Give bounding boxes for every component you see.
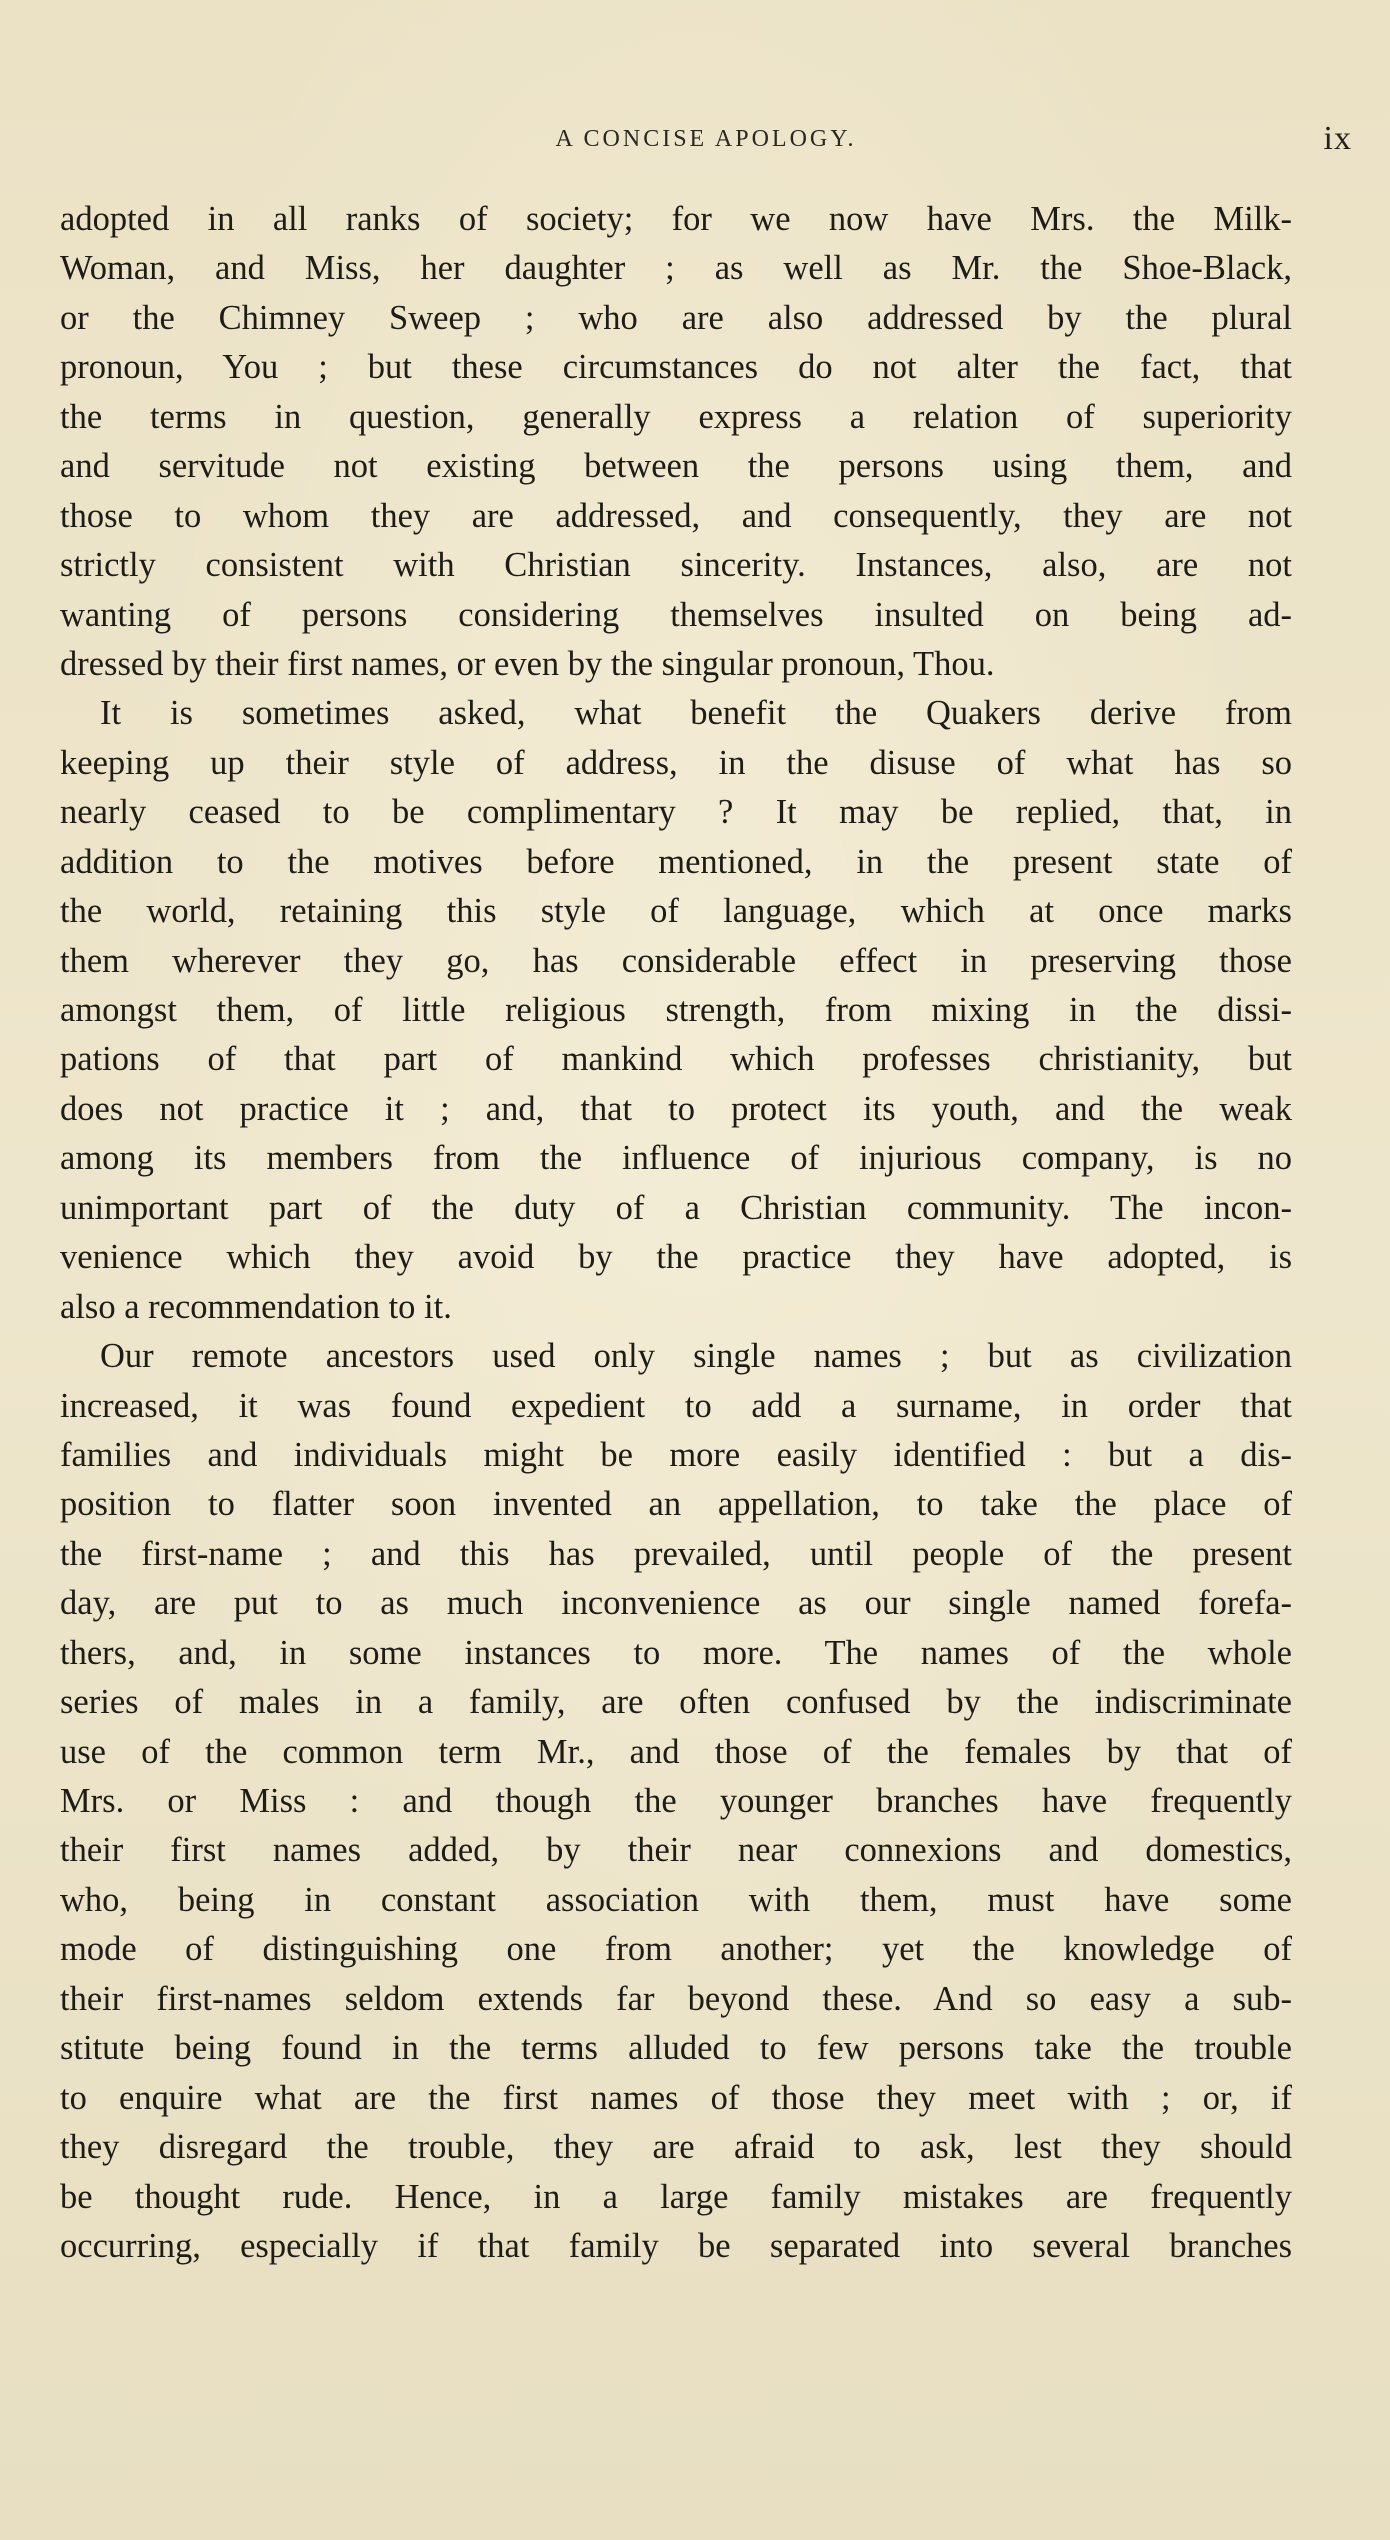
text-line: position to flatter soon invented an appellation, to take the place of bbox=[60, 1485, 1292, 1524]
text-line: among its members from the influence of injurious company, is no bbox=[60, 1139, 1292, 1178]
text-line: thers, and, in some instances to more. The names of the whole bbox=[60, 1633, 1292, 1672]
text-line: addition to the motives before mentioned, in the present state of bbox=[60, 842, 1292, 881]
text-line: them wherever they go, has considerable effect in preserving those bbox=[60, 941, 1292, 980]
text-line: be thought rude. Hence, in a large family mistakes are frequently bbox=[60, 2177, 1292, 2216]
text-line: does not practice it ; and, that to protect its youth, and the weak bbox=[60, 1089, 1292, 1128]
text-line: keeping up their style of address, in the disuse of what has so bbox=[60, 743, 1292, 782]
page-number: ix bbox=[1323, 120, 1352, 157]
text-line: Woman, and Miss, her daughter ; as well as Mr. the Shoe-Black, bbox=[60, 249, 1292, 288]
text-line: families and individuals might be more easily identified : but a dis- bbox=[60, 1435, 1292, 1474]
running-head: A CONCISE APOLOGY. bbox=[555, 126, 857, 152]
text-line: dressed by their first names, or even by the singular pronoun, Thou. bbox=[60, 644, 995, 683]
text-line: mode of distinguishing one from another; yet the knowledge of bbox=[60, 1930, 1292, 1969]
text-line: the first-name ; and this has prevailed, until people of the present bbox=[60, 1534, 1292, 1573]
text-line: use of the common term Mr., and those of the females by that of bbox=[60, 1732, 1292, 1771]
text-line: It is sometimes asked, what benefit the Quakers derive from bbox=[100, 694, 1292, 733]
text-line: the terms in question, generally express a relation of superiority bbox=[60, 397, 1292, 436]
text-line: also a recommendation to it. bbox=[60, 1287, 452, 1326]
text-line: increased, it was found expedient to add a surname, in order that bbox=[60, 1386, 1292, 1425]
text-line: occurring, especially if that family be separated into several branches bbox=[60, 2226, 1292, 2265]
text-line: adopted in all ranks of society; for we now have Mrs. the Milk- bbox=[60, 200, 1292, 238]
text-line: Mrs. or Miss : and though the younger branches have frequently bbox=[60, 1782, 1292, 1820]
text-line: series of males in a family, are often confused by the indiscriminate bbox=[60, 1683, 1292, 1722]
text-line: to enquire what are the first names of those they meet with ; or, if bbox=[60, 2078, 1292, 2117]
text-line: they disregard the trouble, they are afraid to ask, lest they should bbox=[60, 2128, 1292, 2167]
text-line: venience which they avoid by the practice they have adopted, is bbox=[60, 1238, 1292, 1277]
text-line: wanting of persons considering themselves insulted on being ad- bbox=[60, 595, 1292, 634]
text-line: their first-names seldom extends far beyond these. And so easy a sub- bbox=[60, 1979, 1292, 2018]
text-line: or the Chimney Sweep ; who are also addressed by the plural bbox=[60, 298, 1292, 337]
text-line: stitute being found in the terms alluded to few persons take the trouble bbox=[60, 2029, 1292, 2068]
text-line: amongst them, of little religious strength, from mixing in the dissi- bbox=[60, 991, 1292, 1029]
body-text bbox=[60, 195, 1292, 2271]
text-line: day, are put to as much inconvenience as our single named forefa- bbox=[60, 1584, 1292, 1623]
text-line: and servitude not existing between the persons using them, and bbox=[60, 447, 1292, 486]
text-line: strictly consistent with Christian sincerity. Instances, also, are not bbox=[60, 546, 1292, 585]
text-line: unimportant part of the duty of a Christian community. The incon- bbox=[60, 1188, 1292, 1227]
page-header bbox=[60, 120, 1352, 166]
text-line: nearly ceased to be complimentary ? It may be replied, that, in bbox=[60, 793, 1292, 832]
text-line: their first names added, by their near connexions and domestics, bbox=[60, 1831, 1292, 1870]
text-line: the world, retaining this style of language, which at once marks bbox=[60, 892, 1292, 931]
text-line: who, being in constant association with them, must have some bbox=[60, 1880, 1292, 1919]
text-line: Our remote ancestors used only single names ; but as civilization bbox=[100, 1337, 1292, 1376]
text-line: those to whom they are addressed, and consequently, they are not bbox=[60, 496, 1292, 535]
text-line: pronoun, You ; but these circumstances do not alter the fact, that bbox=[60, 348, 1292, 387]
text-line: pations of that part of mankind which professes christianity, but bbox=[60, 1040, 1292, 1079]
